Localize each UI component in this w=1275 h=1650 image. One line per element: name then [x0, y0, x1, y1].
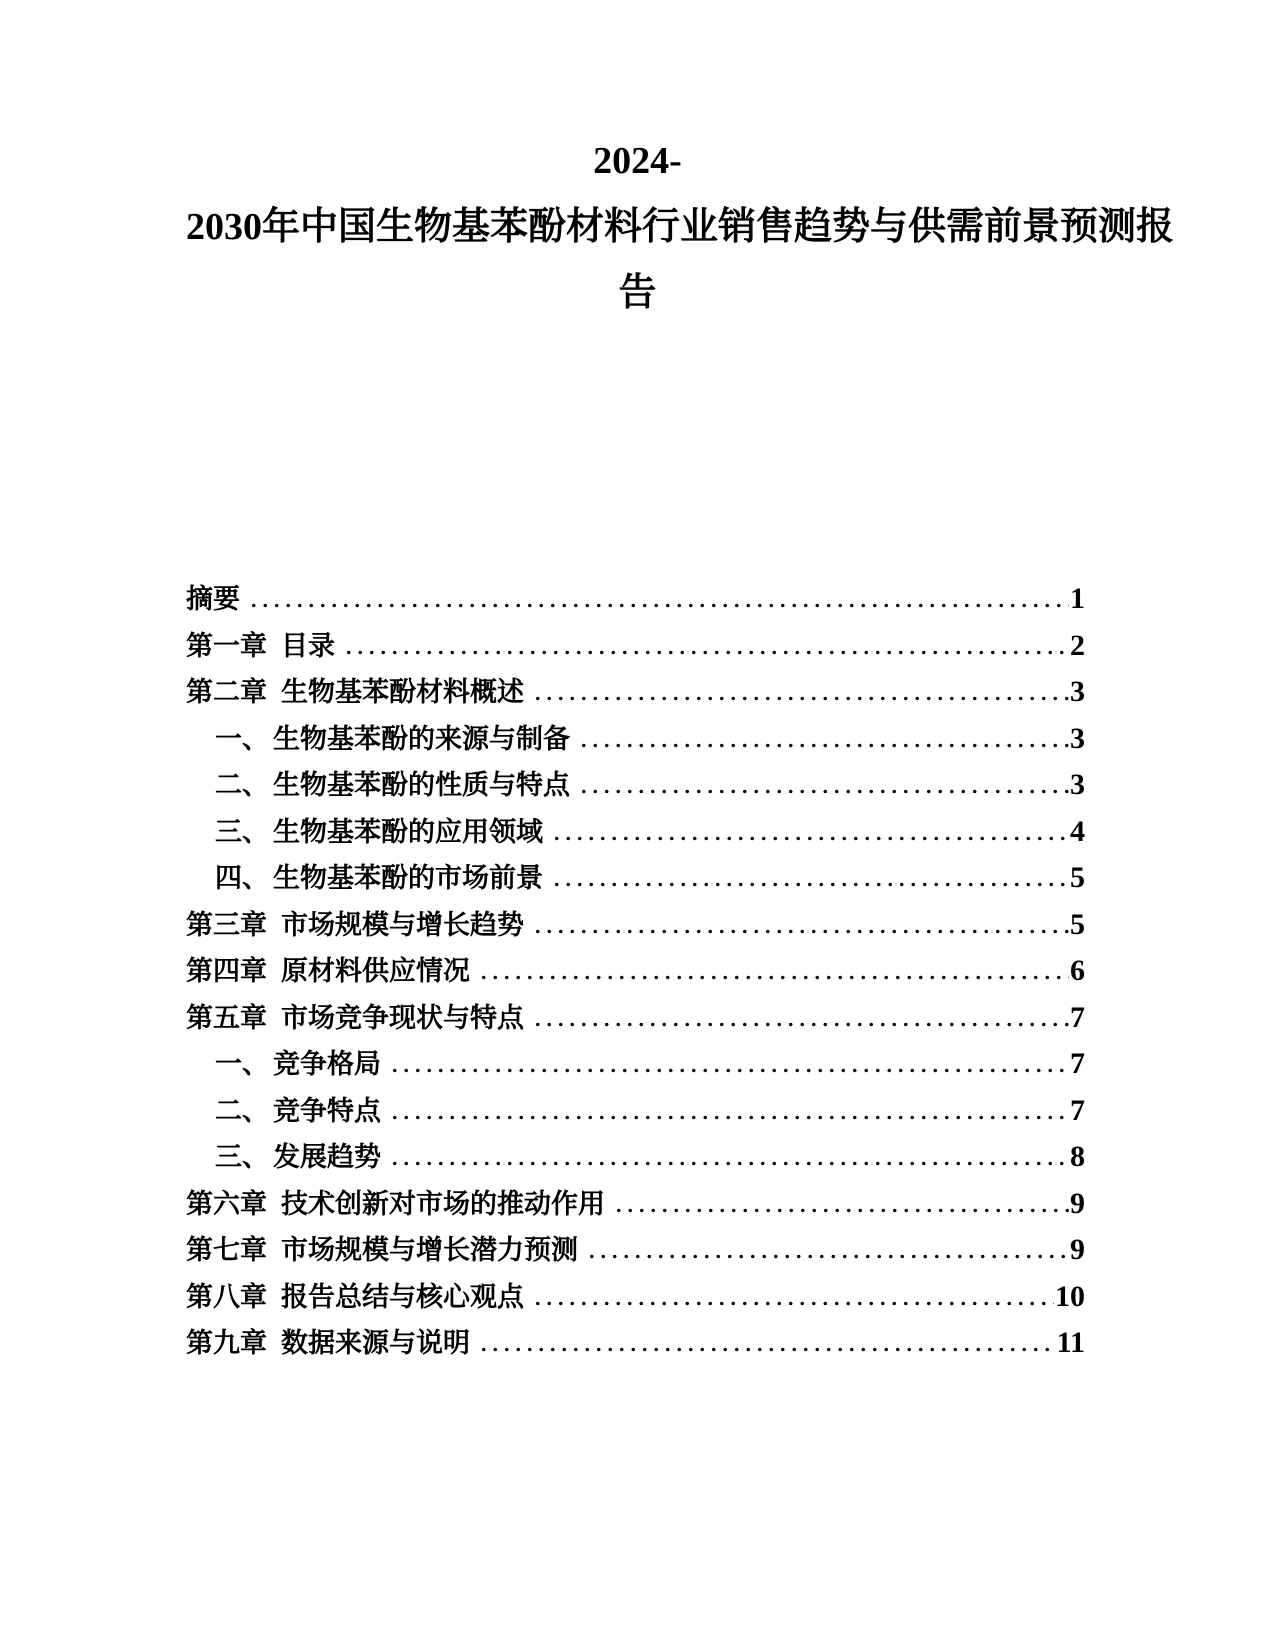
- toc-entry-number: 一、: [215, 723, 269, 754]
- report-title: [186, 128, 1175, 326]
- toc-entry-number: 第六章: [186, 1188, 267, 1219]
- dot-leader: [478, 1347, 1056, 1352]
- toc-entry-number: 三、: [215, 1142, 269, 1172]
- dot-leader: [586, 1254, 1069, 1259]
- toc-entry-title: 竞争格局: [273, 1049, 381, 1079]
- toc-page-number: 10: [1055, 1279, 1085, 1313]
- dot-leader: [578, 789, 1069, 794]
- toc-entry-title: 生物基苯酚的应用领域: [273, 816, 543, 847]
- toc-entry-title: 生物基苯酚的市场前景: [273, 863, 543, 893]
- dot-leader: [389, 1068, 1069, 1073]
- toc-entry-chapter-3: [186, 902, 1085, 949]
- toc-entry-title: 生物基苯酚的性质与特点: [273, 770, 570, 800]
- toc-entry-title: 摘要: [186, 584, 240, 614]
- toc-page-number: 3: [1070, 675, 1085, 708]
- dot-leader: [389, 1115, 1069, 1120]
- report-title-line-3: 告: [618, 272, 657, 314]
- toc-entry-abstract: [186, 576, 1085, 623]
- toc-page-number: 9: [1070, 1186, 1085, 1220]
- toc-entry-title: 生物基苯酚的来源与制备: [273, 723, 570, 754]
- toc-entry-chapter-6: [186, 1181, 1085, 1228]
- toc-entry-number: 第三章: [186, 909, 267, 940]
- toc-entry-title: 数据来源与说明: [281, 1328, 470, 1358]
- toc-entry-number: 三、: [215, 816, 269, 847]
- toc-entry-section-2-1: [186, 716, 1085, 763]
- toc-page-number: 11: [1056, 1326, 1085, 1359]
- dot-leader: [551, 836, 1069, 841]
- dot-leader: [551, 882, 1069, 887]
- toc-entry-number: 二、: [215, 1095, 269, 1126]
- toc-entry-section-2-2: [186, 762, 1085, 809]
- dot-leader: [578, 743, 1069, 748]
- dot-leader: [343, 650, 1069, 655]
- toc-page-number: 4: [1070, 814, 1085, 848]
- toc-entry-section-5-1: [186, 1041, 1085, 1088]
- toc-entry-title: 技术创新对市场的推动作用: [281, 1188, 605, 1219]
- toc-entry-chapter-5: [186, 995, 1085, 1042]
- toc-page-number: 5: [1070, 861, 1085, 894]
- toc-page-number: 6: [1070, 954, 1085, 987]
- toc-page-number: 8: [1070, 1140, 1085, 1173]
- toc-page-number: 2: [1070, 628, 1085, 662]
- toc-page-number: 7: [1070, 1047, 1085, 1080]
- toc-entry-title: 市场规模与增长潜力预测: [281, 1235, 578, 1265]
- dot-leader: [532, 1301, 1054, 1306]
- toc-entry-number: 第七章: [186, 1235, 267, 1265]
- toc-page-number: 7: [1070, 1000, 1085, 1034]
- toc-page-number: 9: [1070, 1233, 1085, 1266]
- toc-entry-chapter-1: [186, 623, 1085, 670]
- report-title-line-1: 2024-: [593, 140, 682, 182]
- toc-entry-section-2-4: [186, 855, 1085, 902]
- toc-entry-section-5-2: [186, 1088, 1085, 1135]
- toc-entry-title: 竞争特点: [273, 1095, 381, 1126]
- toc-entry-number: 第八章: [186, 1281, 267, 1312]
- toc-entry-chapter-9: [186, 1320, 1085, 1367]
- dot-leader: [613, 1208, 1069, 1213]
- dot-leader: [532, 1022, 1069, 1027]
- toc-page-number: 1: [1070, 582, 1085, 615]
- dot-leader: [532, 929, 1069, 934]
- toc-entry-number: 第四章: [186, 956, 267, 986]
- toc-entry-title: 报告总结与核心观点: [281, 1281, 524, 1312]
- toc-entry-number: 第二章: [186, 677, 267, 707]
- toc-entry-section-5-3: [186, 1134, 1085, 1181]
- toc-entry-number: 四、: [215, 863, 269, 893]
- toc-page-number: 3: [1070, 768, 1085, 801]
- toc-entry-chapter-8: [186, 1274, 1085, 1321]
- dot-leader: [389, 1161, 1069, 1166]
- dot-leader: [478, 975, 1069, 980]
- dot-leader: [248, 603, 1069, 608]
- toc-page-number: 3: [1070, 721, 1085, 755]
- toc-entry-chapter-2: [186, 669, 1085, 716]
- table-of-contents: [186, 576, 1085, 1367]
- toc-entry-title: 发展趋势: [273, 1142, 381, 1172]
- toc-entry-number: 二、: [215, 770, 269, 800]
- toc-entry-number: 第九章: [186, 1328, 267, 1358]
- toc-entry-title: 市场竞争现状与特点: [281, 1002, 524, 1033]
- toc-entry-section-2-3: [186, 809, 1085, 856]
- toc-entry-number: 第五章: [186, 1002, 267, 1033]
- toc-page-number: 7: [1070, 1093, 1085, 1127]
- toc-entry-chapter-7: [186, 1227, 1085, 1274]
- toc-entry-number: 第一章: [186, 630, 267, 661]
- toc-entry-title: 目录: [281, 630, 335, 661]
- report-title-line-2: 2030年中国生物基苯酚材料行业销售趋势与供需前景预测报: [186, 206, 1175, 248]
- toc-entry-title: 市场规模与增长趋势: [281, 909, 524, 940]
- toc-entry-chapter-4: [186, 948, 1085, 995]
- toc-entry-title: 原材料供应情况: [281, 956, 470, 986]
- toc-entry-number: 一、: [215, 1049, 269, 1079]
- dot-leader: [532, 696, 1069, 701]
- toc-entry-title: 生物基苯酚材料概述: [281, 677, 524, 707]
- toc-page-number: 5: [1070, 907, 1085, 941]
